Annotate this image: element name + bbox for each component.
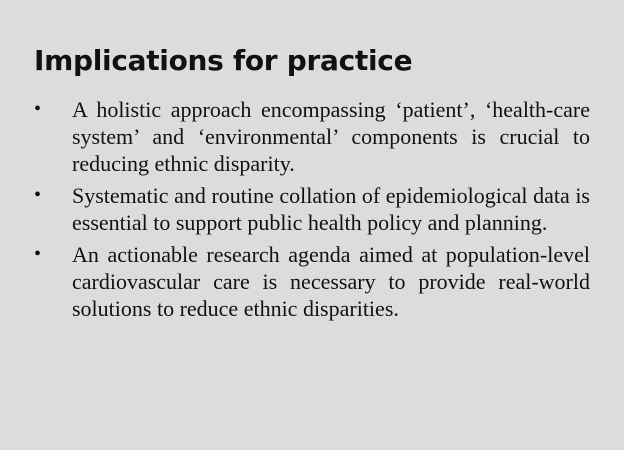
box-heading: Implications for practice [34, 44, 413, 77]
implications-list [34, 96, 590, 322]
list-item [34, 182, 590, 236]
list-item-text: A holistic approach encompassing ‘patient’, ‘health-care system’ and ‘environmental’ components is crucial to reducing ethnic disparity. [72, 97, 590, 176]
list-item-text: Systematic and routine collation of epidemiological data is essential to support public health policy and planning. [72, 183, 590, 235]
bullet-icon: • [34, 98, 42, 120]
bullet-icon: • [34, 184, 42, 206]
bullet-icon: • [34, 243, 42, 265]
list-item [34, 96, 590, 177]
list-item-text: An actionable research agenda aimed at population-level cardiovascular care is necessary to provide real-world solutions to reduce ethnic disparities. [72, 242, 590, 321]
list-item [34, 241, 590, 322]
